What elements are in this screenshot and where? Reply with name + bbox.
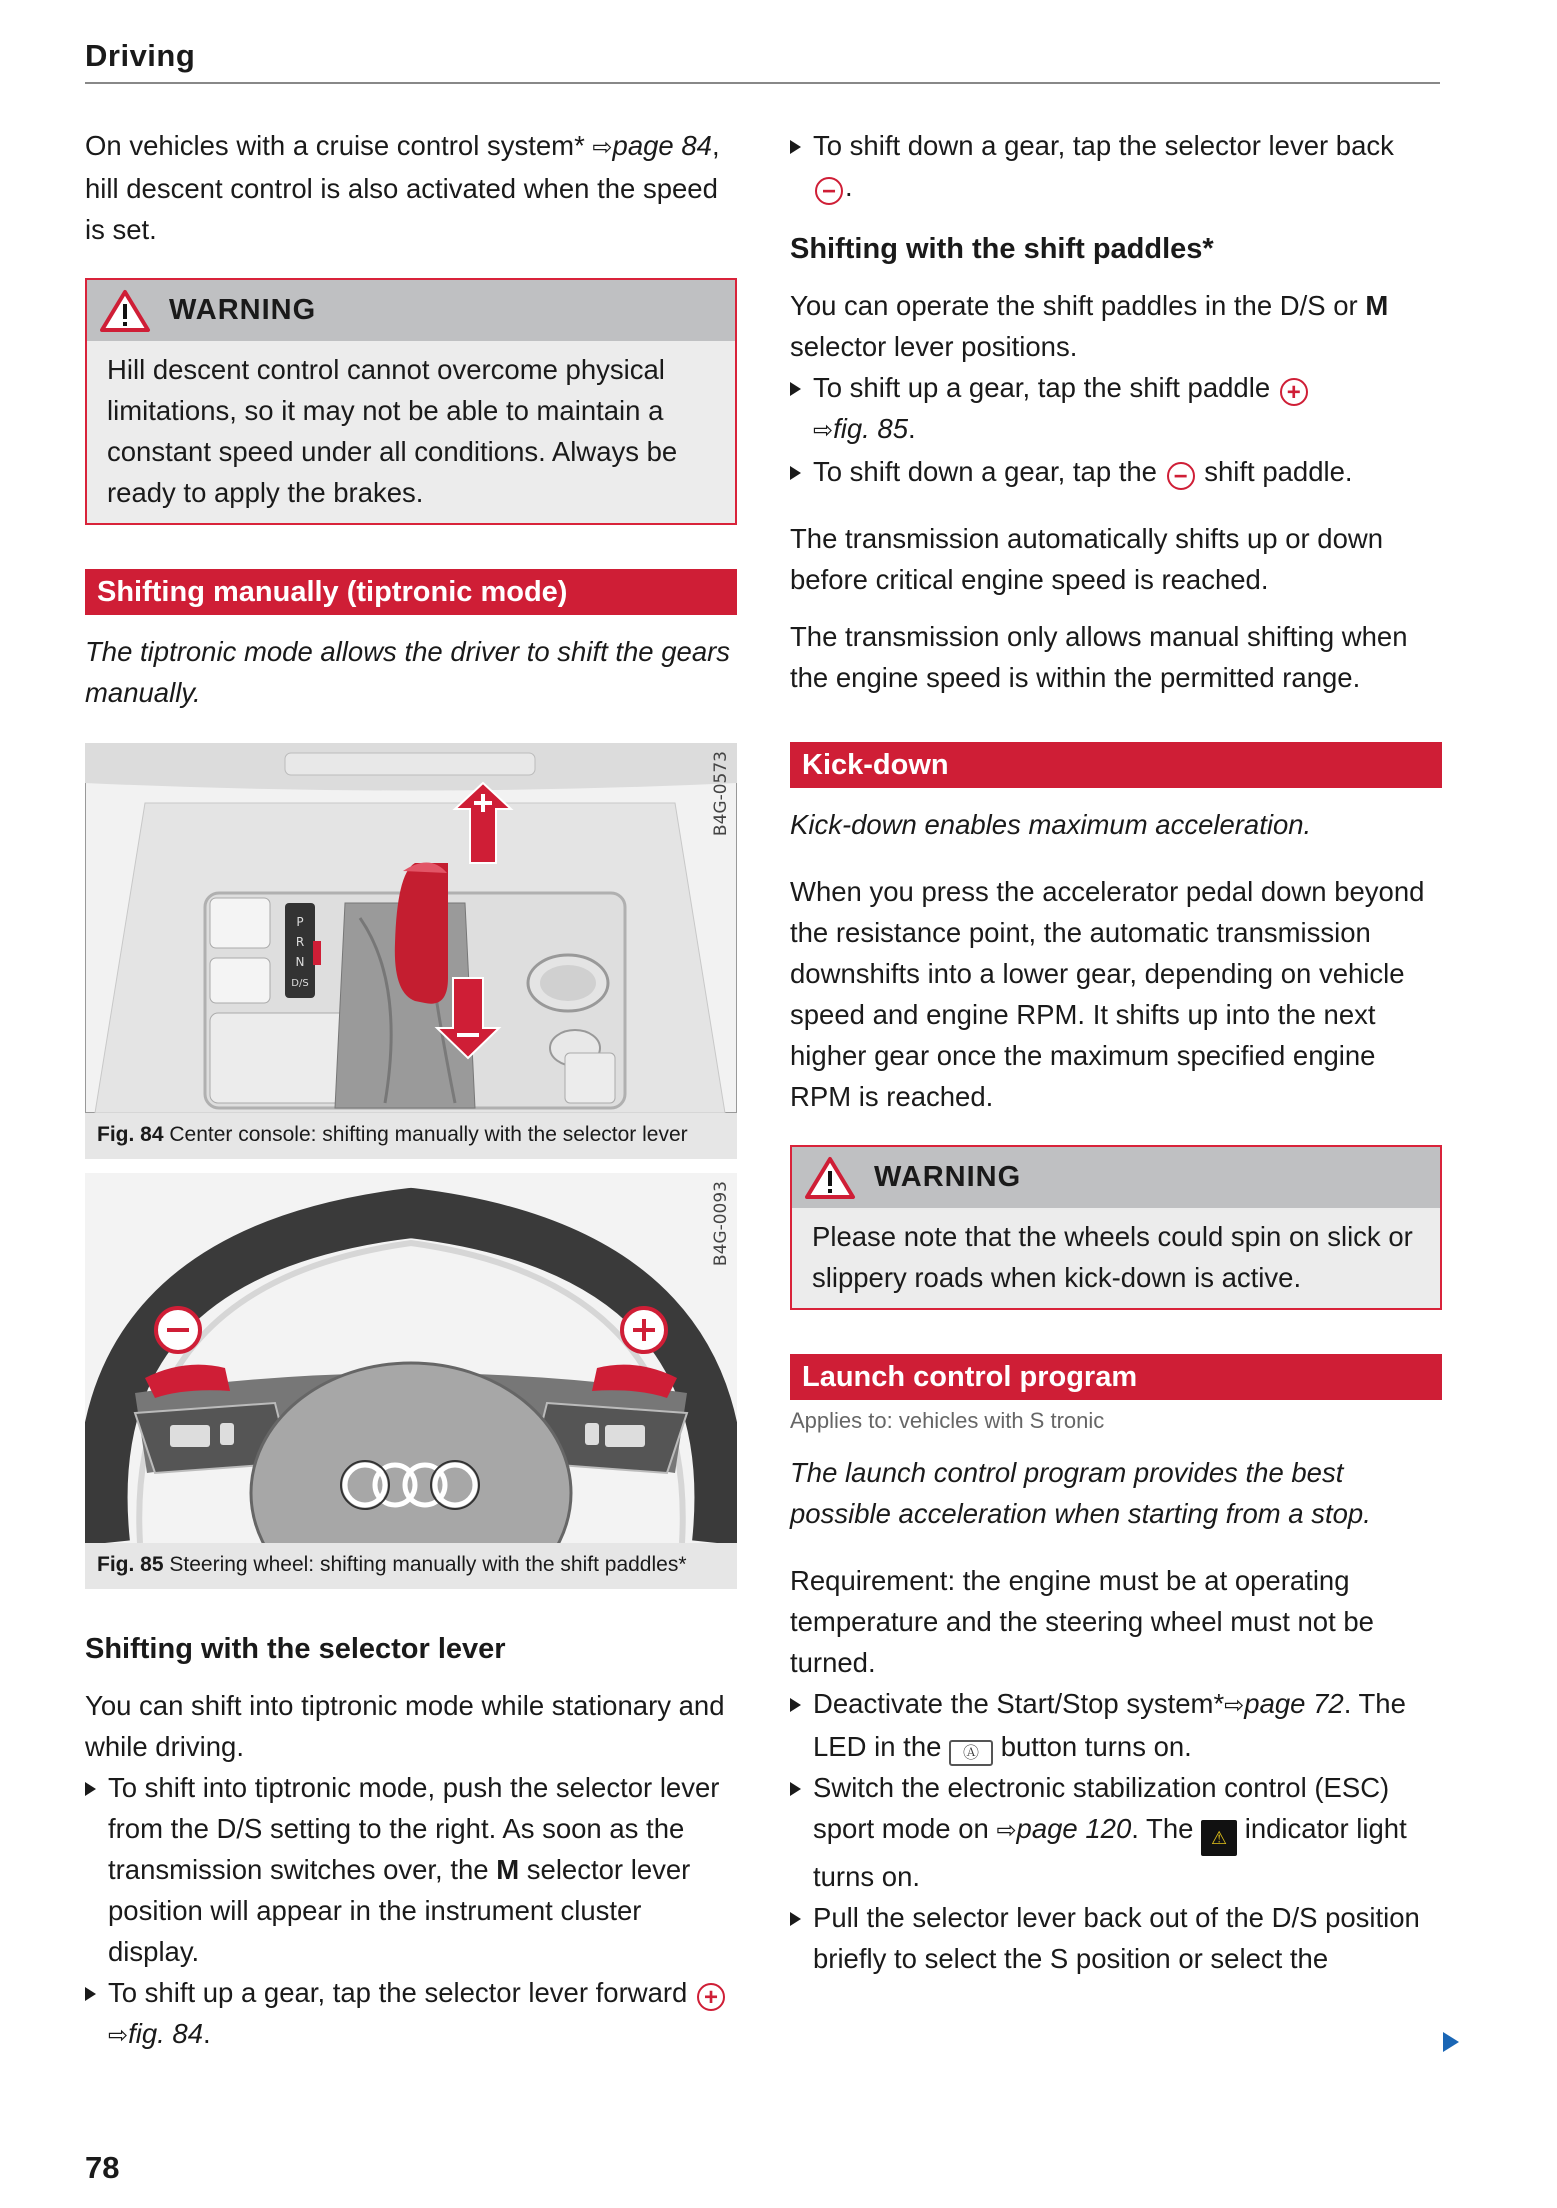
gear-p: P bbox=[296, 915, 304, 929]
section-heading-launch-control: Launch control program bbox=[790, 1354, 1442, 1400]
launch-subtitle: The launch control program provides the best possible acceleration when starting from a stop. bbox=[790, 1457, 1371, 1529]
right-column bbox=[790, 125, 1442, 1979]
auto-shift-text: The transmission automatically shifts up or down before critical engine speed is reached. bbox=[790, 523, 1384, 595]
paddles-instructions bbox=[790, 367, 1442, 492]
warning-title: WARNING bbox=[169, 294, 317, 326]
figure-code: B4G-0573 bbox=[711, 751, 731, 837]
manual-shift-range-text: The transmission only allows manual shifting when the engine speed is within the permitted range. bbox=[790, 621, 1408, 693]
hill-descent-intro: On vehicles with a cruise control system* ⇨page 84, hill descent control is also activated when the speed is set. bbox=[85, 130, 720, 245]
page-header bbox=[85, 38, 1440, 84]
reference-arrow-icon: ⇨ bbox=[813, 417, 834, 444]
shift-down-instruction bbox=[790, 125, 1442, 207]
plus-circle-icon: + bbox=[1280, 378, 1308, 406]
steering-wheel-illustration bbox=[85, 1173, 737, 1543]
subheading-shift-paddles: Shifting with the shift paddles* bbox=[790, 233, 1214, 265]
section-subtitle: The tiptronic mode allows the driver to shift the gears manually. bbox=[85, 636, 731, 708]
page-ref-link[interactable]: page 72 bbox=[1244, 1688, 1344, 1719]
list-item: To shift up a gear, tap the shift paddle + ⇨fig. 85. bbox=[790, 367, 1442, 451]
figure-ref-link[interactable]: fig. 85 bbox=[833, 413, 909, 444]
selector-instructions bbox=[85, 1767, 737, 2056]
plus-circle-icon: + bbox=[697, 1983, 725, 2011]
list-item: To shift up a gear, tap the selector lever forward + ⇨fig. 84. bbox=[85, 1972, 737, 2056]
warning-box-hill-descent bbox=[85, 278, 737, 525]
reference-arrow-icon: ⇨ bbox=[996, 1817, 1017, 1844]
applies-to-note: Applies to: vehicles with S tronic bbox=[790, 1408, 1105, 1433]
launch-instructions bbox=[790, 1683, 1442, 1979]
list-item: Pull the selector lever back out of the D/S position briefly to select the S position or select the bbox=[790, 1897, 1442, 1979]
subheading-selector-lever: Shifting with the selector lever bbox=[85, 1633, 506, 1665]
section-heading-tiptronic: Shifting manually (tiptronic mode) bbox=[85, 569, 737, 615]
figure-ref-link[interactable]: fig. 84 bbox=[128, 2018, 204, 2049]
kickdown-subtitle: Kick-down enables maximum acceleration. bbox=[790, 809, 1312, 840]
warning-header bbox=[792, 1147, 1440, 1208]
plus-paddle-icon bbox=[622, 1308, 666, 1352]
gear-n: N bbox=[295, 955, 305, 969]
paddles-intro: You can operate the shift paddles in the D/S or M selector lever positions. bbox=[790, 290, 1389, 362]
esc-off-indicator-icon: ⚠ bbox=[1201, 1820, 1237, 1856]
page-ref-link[interactable]: page 120 bbox=[1016, 1813, 1132, 1844]
gear-ds: D/S bbox=[291, 978, 309, 989]
list-item: To shift down a gear, tap the selector lever back − . bbox=[790, 125, 1442, 207]
kickdown-text: When you press the accelerator pedal down beyond the resistance point, the automatic transmission downshifts into a lower gear, depending on vehicle speed and engine RPM. It shifts up into the next higher gear once the maximum specified engine RPM is reached. bbox=[790, 876, 1425, 1112]
page-header-title: Driving bbox=[85, 38, 196, 73]
section-heading-kickdown: Kick-down bbox=[790, 742, 1442, 788]
minus-circle-icon: − bbox=[1167, 462, 1195, 490]
left-column bbox=[85, 125, 737, 2056]
list-item: To shift into tiptronic mode, push the selector lever from the D/S setting to the right. As soon as the transmission switches over, the M selector lever position will appear in the instrument cluster display. bbox=[85, 1767, 737, 1972]
gear-r: R bbox=[295, 935, 305, 949]
list-item: Switch the electronic stabilization control (ESC) sport mode on ⇨page 120. The ⚠ indicator light turns on. bbox=[790, 1767, 1442, 1897]
list-item: Deactivate the Start/Stop system*⇨page 72. The LED in the Ⓐ button turns on. bbox=[790, 1683, 1442, 1767]
center-console-illustration bbox=[85, 743, 737, 1113]
warning-triangle-icon bbox=[804, 1156, 856, 1200]
figure-84 bbox=[85, 743, 737, 1159]
page-number: 78 bbox=[85, 2150, 120, 2185]
reference-arrow-icon: ⇨ bbox=[1224, 1692, 1245, 1719]
warning-text: Please note that the wheels could spin on slick or slippery roads when kick-down is active. bbox=[812, 1221, 1413, 1293]
reference-arrow-icon: ⇨ bbox=[108, 2022, 129, 2049]
launch-requirement: Requirement: the engine must be at operating temperature and the steering wheel must not be turned. bbox=[790, 1565, 1374, 1678]
figure-caption: Fig. 84 Center console: shifting manually with the selector lever bbox=[85, 1113, 737, 1159]
warning-text: Hill descent control cannot overcome physical limitations, so it may not be able to maintain a constant speed under all conditions. Always be ready to apply the brakes. bbox=[107, 354, 678, 508]
start-stop-button-icon: Ⓐ bbox=[949, 1740, 993, 1766]
warning-triangle-icon bbox=[99, 289, 151, 333]
list-item: To shift down a gear, tap the − shift paddle. bbox=[790, 451, 1442, 492]
page-ref-link[interactable]: page 84 bbox=[612, 130, 712, 161]
minus-paddle-icon bbox=[156, 1308, 200, 1352]
figure-85 bbox=[85, 1173, 737, 1589]
warning-title: WARNING bbox=[874, 1161, 1022, 1193]
warning-box-kickdown bbox=[790, 1145, 1442, 1310]
selector-intro: You can shift into tiptronic mode while stationary and while driving. bbox=[85, 1690, 725, 1762]
reference-arrow-icon: ⇨ bbox=[592, 134, 613, 161]
minus-circle-icon: − bbox=[815, 177, 843, 205]
continue-arrow-icon bbox=[1443, 2032, 1459, 2052]
figure-code: B4G-0093 bbox=[711, 1181, 731, 1267]
warning-header bbox=[87, 280, 735, 341]
figure-caption: Fig. 85 Steering wheel: shifting manually with the shift paddles* bbox=[85, 1543, 737, 1589]
